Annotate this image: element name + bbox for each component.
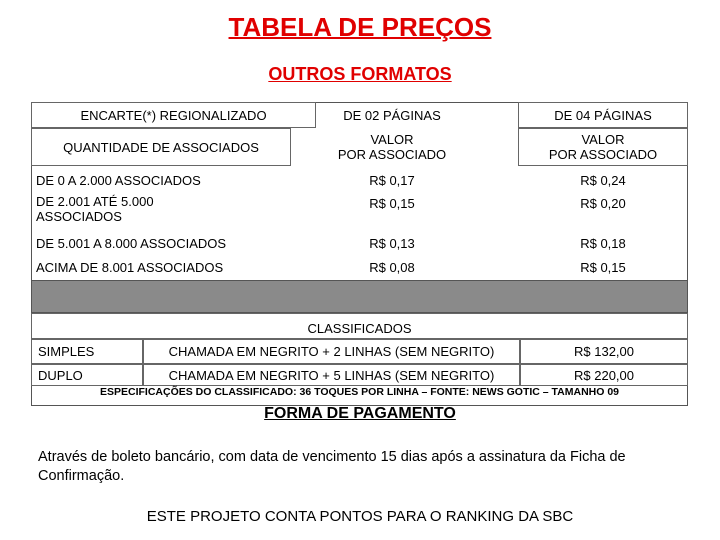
table-row-label: DE 0 A 2.000 ASSOCIADOS [36, 172, 201, 188]
classificados-heading: CLASSIFICADOS [31, 313, 688, 339]
classificado-price: R$ 220,00 [520, 364, 688, 386]
table-row-price-02: R$ 0,15 [369, 195, 415, 211]
header-quantidade: QUANTIDADE DE ASSOCIADOS [31, 128, 291, 166]
valor-line2: POR ASSOCIADO [337, 147, 447, 162]
classificado-desc: CHAMADA EM NEGRITO + 5 LINHAS (SEM NEGRITO) [143, 364, 520, 386]
table-row-price-02: R$ 0,08 [369, 259, 415, 275]
header-encarte: ENCARTE(*) REGIONALIZADO [31, 102, 316, 128]
classificado-spec: ESPECIFICAÇÕES DO CLASSIFICADO: 36 TOQUES POR LINHA – FONTE: NEWS GOTIC – TAMANHO 09 [99, 386, 620, 398]
payment-text: Através de boleto bancário, com data de vencimento 15 dias após a assinatura da Ficha de Confirmação. [38, 449, 626, 484]
table-row-price-04: R$ 0,15 [580, 259, 626, 275]
header-02-paginas: DE 02 PÁGINAS [343, 107, 441, 123]
payment-title: FORMA DE PAGAMENTO [264, 405, 456, 422]
table-row-price-04: R$ 0,24 [580, 172, 626, 188]
valor-line1: VALOR [581, 132, 625, 147]
classificado-desc: CHAMADA EM NEGRITO + 2 LINHAS (SEM NEGRITO) [143, 339, 520, 364]
header-valor-02 [304, 128, 480, 166]
table-row-price-04: R$ 0,20 [580, 195, 626, 211]
table-row-price-02: R$ 0,17 [369, 172, 415, 188]
table-row-label: DE 5.001 A 8.000 ASSOCIADOS [36, 235, 227, 251]
classificado-type: DUPLO [31, 364, 143, 386]
footer-note: ESTE PROJETO CONTA PONTOS PARA O RANKING DA SBC [146, 508, 574, 525]
valor-line2: POR ASSOCIADO [548, 147, 658, 162]
page-subtitle: OUTROS FORMATOS [268, 64, 452, 84]
classificado-type: SIMPLES [31, 339, 143, 364]
table-row-price-04: R$ 0,18 [580, 235, 626, 251]
classificado-price: R$ 132,00 [520, 339, 688, 364]
table-row-label: ACIMA DE 8.001 ASSOCIADOS [36, 259, 224, 275]
separator-band [31, 280, 688, 313]
header-04-paginas: DE 04 PÁGINAS [518, 102, 688, 128]
table-row-label: DE 2.001 ATÉ 5.000 ASSOCIADOS [36, 194, 154, 224]
header-valor-04 [518, 128, 688, 166]
valor-line1: VALOR [370, 132, 414, 147]
page-title: TABELA DE PREÇOS [228, 12, 492, 42]
table-row-price-02: R$ 0,13 [369, 235, 415, 251]
